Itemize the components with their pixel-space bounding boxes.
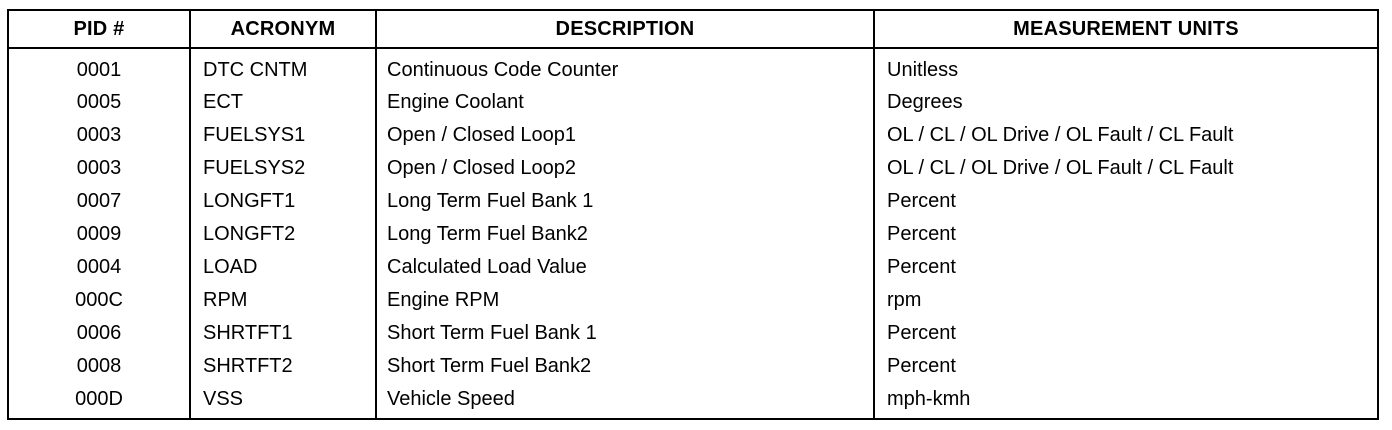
- header-description: DESCRIPTION: [376, 10, 874, 48]
- units-cell: Percent: [874, 218, 1378, 251]
- table-row: [8, 48, 1378, 86]
- description-cell: Engine RPM: [376, 284, 874, 317]
- acronym-cell: RPM: [190, 284, 376, 317]
- pid-cell: 0003: [8, 152, 190, 185]
- header-row: [8, 10, 1378, 48]
- pid-cell: 0008: [8, 350, 190, 383]
- description-cell: Short Term Fuel Bank2: [376, 350, 874, 383]
- table-row: [8, 350, 1378, 383]
- table-row: [8, 119, 1378, 152]
- acronym-cell: VSS: [190, 383, 376, 419]
- acronym-cell: LOAD: [190, 251, 376, 284]
- table-body: [8, 48, 1378, 419]
- pid-cell: 0007: [8, 185, 190, 218]
- description-cell: Calculated Load Value: [376, 251, 874, 284]
- table-header: [8, 10, 1378, 48]
- pid-cell: 0005: [8, 86, 190, 119]
- table-row: [8, 185, 1378, 218]
- table-row: [8, 284, 1378, 317]
- header-units: MEASUREMENT UNITS: [874, 10, 1378, 48]
- description-cell: Continuous Code Counter: [376, 48, 874, 86]
- units-cell: Degrees: [874, 86, 1378, 119]
- description-cell: Long Term Fuel Bank 1: [376, 185, 874, 218]
- acronym-cell: FUELSYS2: [190, 152, 376, 185]
- acronym-cell: ECT: [190, 86, 376, 119]
- acronym-cell: DTC CNTM: [190, 48, 376, 86]
- units-cell: mph-kmh: [874, 383, 1378, 419]
- pid-cell: 0003: [8, 119, 190, 152]
- pid-cell: 0004: [8, 251, 190, 284]
- units-cell: Percent: [874, 251, 1378, 284]
- units-cell: OL / CL / OL Drive / OL Fault / CL Fault: [874, 152, 1378, 185]
- acronym-cell: LONGFT1: [190, 185, 376, 218]
- table-row: [8, 317, 1378, 350]
- pid-table: [7, 9, 1379, 420]
- pid-cell: 000D: [8, 383, 190, 419]
- table-row: [8, 152, 1378, 185]
- units-cell: Percent: [874, 317, 1378, 350]
- pid-table-container: [7, 9, 1377, 420]
- description-cell: Vehicle Speed: [376, 383, 874, 419]
- header-acronym: ACRONYM: [190, 10, 376, 48]
- units-cell: Percent: [874, 185, 1378, 218]
- pid-cell: 0009: [8, 218, 190, 251]
- description-cell: Long Term Fuel Bank2: [376, 218, 874, 251]
- acronym-cell: FUELSYS1: [190, 119, 376, 152]
- acronym-cell: SHRTFT1: [190, 317, 376, 350]
- pid-cell: 0006: [8, 317, 190, 350]
- acronym-cell: LONGFT2: [190, 218, 376, 251]
- table-row: [8, 86, 1378, 119]
- description-cell: Engine Coolant: [376, 86, 874, 119]
- units-cell: Percent: [874, 350, 1378, 383]
- table-row: [8, 251, 1378, 284]
- table-row: [8, 218, 1378, 251]
- table-row: [8, 383, 1378, 419]
- units-cell: OL / CL / OL Drive / OL Fault / CL Fault: [874, 119, 1378, 152]
- description-cell: Open / Closed Loop2: [376, 152, 874, 185]
- acronym-cell: SHRTFT2: [190, 350, 376, 383]
- pid-cell: 0001: [8, 48, 190, 86]
- description-cell: Short Term Fuel Bank 1: [376, 317, 874, 350]
- units-cell: Unitless: [874, 48, 1378, 86]
- header-pid: PID #: [8, 10, 190, 48]
- description-cell: Open / Closed Loop1: [376, 119, 874, 152]
- pid-cell: 000C: [8, 284, 190, 317]
- units-cell: rpm: [874, 284, 1378, 317]
